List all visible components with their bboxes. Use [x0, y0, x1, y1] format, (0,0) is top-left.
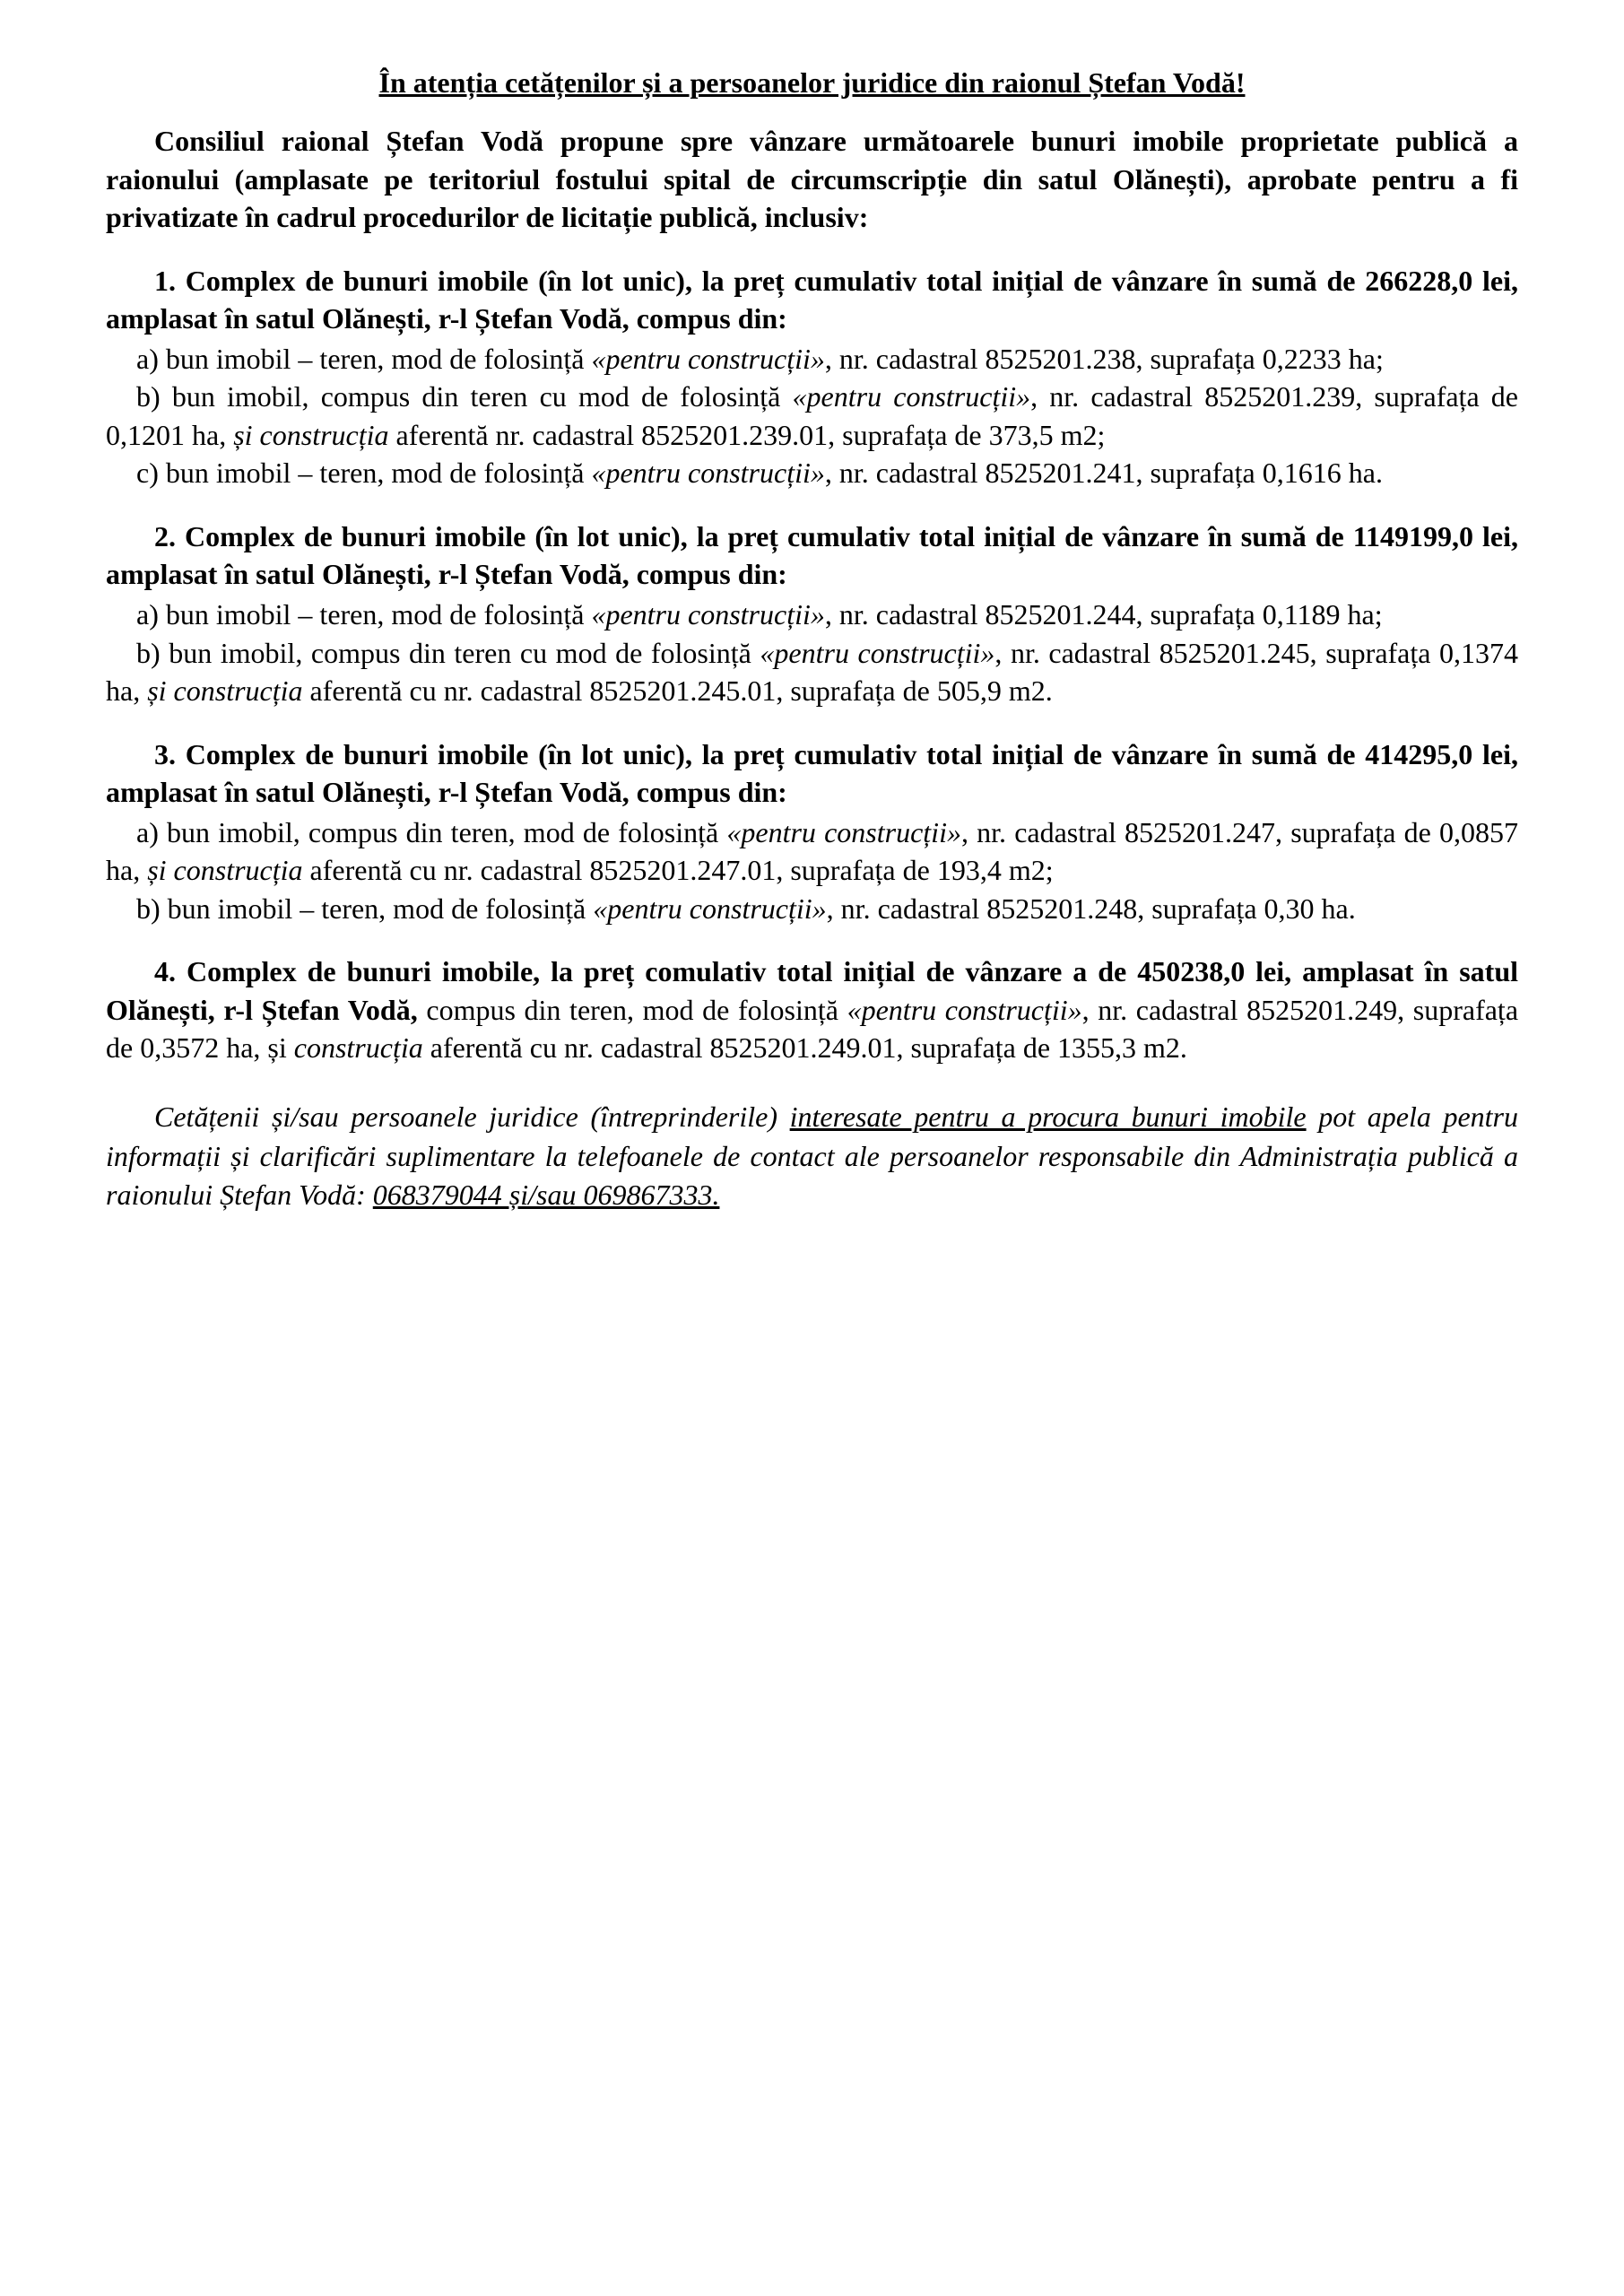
lot-2-heading: 2. Complex de bunuri imobile (în lot unic), la preț cumulativ total inițial de vânzare în sumă de 1149199,0 lei, amplasat în satul Olănești, r-l Ștefan Vodă, compus din:	[106, 519, 1518, 591]
lot-1-item-b-em: «pentru construcții»	[792, 380, 1031, 413]
lot-2-item-b-em2: și construcția	[147, 674, 303, 708]
closing-part-2: pot apela pentru informații și clarificări suplimentare la telefoanele de contact ale persoanelor responsabile din Administrația publică a raionului Ștefan Vodă:	[106, 1100, 1519, 1212]
lot-1-item-c-em: «pentru construcții»	[591, 457, 825, 490]
lot-2-item-a	[106, 596, 1518, 634]
lot-3-item-b-pre: b) bun imobil – teren, mod de folosință	[136, 891, 594, 925]
lot-4-tail-em2: construcția	[293, 1031, 423, 1065]
lot-block-1	[106, 262, 1518, 492]
lot-3-item-b-em: «pentru construcții»	[593, 891, 827, 925]
lot-1-heading: 1. Complex de bunuri imobile (în lot unic), la preț cumulativ total inițial de vânzare în sumă de 266228,0 lei, amplasat în satul Olănești, r-l Ștefan Vodă, compus din:	[106, 264, 1518, 335]
lot-block-2	[106, 517, 1518, 710]
page-title: În atenția cetățenilor și a persoanelor juridice din raionul Ștefan Vodă!	[378, 66, 1246, 99]
lot-3-heading-b: , la preț cumulativ total inițial de vânzare în sumă de 414295,0 lei, amplasat în satul Olănești, r-l Ștefan Vodă, compus din:	[106, 737, 1519, 809]
lot-block-4	[106, 952, 1518, 1067]
lot-1-item-b-post: aferentă nr. cadastral 8525201.239.01, suprafața de 373,5 m2;	[388, 418, 1106, 451]
lot-3-item-a-em2: și construcția	[147, 854, 303, 887]
lot-block-3	[106, 735, 1518, 928]
lot-3-item-a-mid: , nr. cadastral 8525201.247, suprafața de 0,0857 ha,	[106, 815, 1519, 887]
lot-1-item-b-mid: , nr. cadastral 8525201.239, suprafața de 0,1201 ha,	[106, 380, 1519, 451]
lot-3-item-b-post: , nr. cadastral 8525201.248, suprafața 0,30 ha.	[826, 891, 1356, 925]
lot-3-heading	[106, 735, 1518, 812]
lot-1-item-a-em: «pentru construcții»	[591, 342, 825, 375]
lot-3-item-a-post: aferentă cu nr. cadastral 8525201.247.01, suprafața de 193,4 m2;	[302, 854, 1054, 887]
lot-1-item-a	[106, 340, 1518, 378]
lot-4-tail-em: «pentru construcții»	[847, 993, 1082, 1026]
intro-paragraph	[106, 122, 1518, 237]
closing-underlined-1: interesate pentru a procura bunuri imobile	[789, 1100, 1307, 1134]
lot-2-item-b	[106, 634, 1518, 710]
lot-2-item-b-em: «pentru construcții»	[760, 636, 995, 669]
lot-2-item-b-post: aferentă cu nr. cadastral 8525201.245.01, suprafața de 505,9 m2.	[302, 674, 1053, 708]
lot-4-tail-mid: , nr. cadastral 8525201.249, suprafața de 0,3572 ha, și	[106, 993, 1519, 1065]
lot-4-tail-pre: compus din teren, mod de folosință	[417, 993, 847, 1026]
closing-part-1: Cetățenii și/sau persoanele juridice (întreprinderile)	[154, 1100, 790, 1134]
intro-text: Consiliul raional Ștefan Vodă propune spre vânzare următoarele bunuri imobile proprietate publică a raionului (amplasate pe teritoriul fostului spital de circumscripție din satul Olănești), aprobate pentru a fi privatizate în cadrul procedurilor de licitație publică, inclusiv:	[106, 125, 1518, 234]
lot-1-item-b	[106, 378, 1518, 454]
closing-paragraph	[106, 1098, 1518, 1215]
lot-4-tail-post: aferentă cu nr. cadastral 8525201.249.01, suprafața de 1355,3 m2.	[422, 1031, 1187, 1065]
lot-4-heading: 4. Complex de bunuri imobile, la preț comulativ total inițial de vânzare a de 450238,0 lei, amplasat în satul Olănești, r-l Ștefan Vodă,	[106, 955, 1518, 1026]
lot-1-item-a-pre: a) bun imobil – teren, mod de folosință	[136, 342, 592, 375]
lot-3-item-a	[106, 813, 1518, 890]
lot-3-heading-a: 3. Complex de bunuri imobile (în lot unic)	[154, 737, 685, 770]
lot-3-item-b	[106, 890, 1518, 928]
lot-1-item-c-pre: c) bun imobil – teren, mod de folosință	[136, 457, 592, 490]
lot-2-item-a-post: , nr. cadastral 8525201.244, suprafața 0,1189 ha;	[824, 598, 1383, 631]
closing-phone-numbers: 068379044 și/sau 069867333.	[372, 1178, 720, 1212]
lot-2-item-b-pre: b) bun imobil, compus din teren cu mod de folosință	[136, 636, 760, 669]
lot-1-item-c	[106, 454, 1518, 492]
lot-1-item-c-post: , nr. cadastral 8525201.241, suprafața 0,1616 ha.	[824, 457, 1383, 490]
lot-2-item-a-em: «pentru construcții»	[591, 598, 825, 631]
lot-2-item-a-pre: a) bun imobil – teren, mod de folosință	[136, 598, 592, 631]
lot-1-item-b-pre: b) bun imobil, compus din teren cu mod de folosință	[136, 380, 793, 413]
lot-4-paragraph	[106, 952, 1518, 1067]
lot-1-item-a-post: , nr. cadastral 8525201.238, suprafața 0,2233 ha;	[824, 342, 1384, 375]
lot-1-item-b-em2: și construcția	[233, 418, 389, 451]
lot-3-item-a-pre: a) bun imobil, compus din teren, mod de folosință	[136, 815, 727, 848]
lot-2-item-b-mid: , nr. cadastral 8525201.245, suprafața 0,1374 ha,	[106, 636, 1519, 708]
lot-3-item-a-em: «pentru construcții»	[726, 815, 961, 848]
